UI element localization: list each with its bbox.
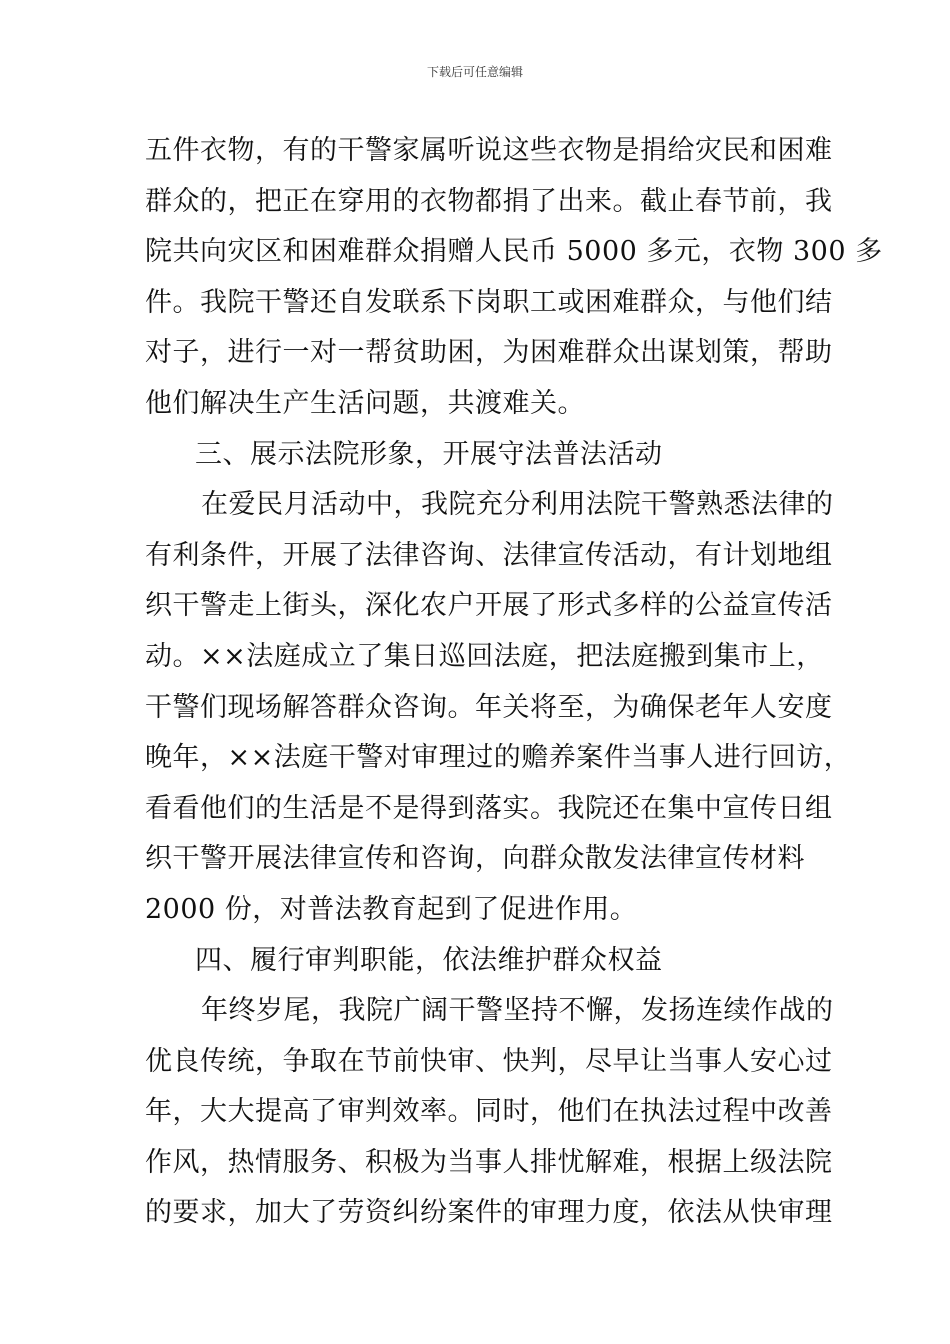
text-line: 院共向灾区和困难群众捐赠人民币 5000 多元，衣物 300 多	[145, 236, 883, 268]
text-line: 年，大大提高了审判效率。同时，他们在执法过程中改善	[145, 1096, 833, 1128]
text-line: 织干警走上街头，深化农户开展了形式多样的公益宣传活	[145, 590, 833, 622]
text-line: 干警们现场解答群众咨询。年关将至，为确保老年人安度	[145, 691, 833, 723]
text-line: 晚年，××法庭干警对审理过的赡养案件当事人进行回访，	[145, 742, 852, 774]
document-body	[145, 126, 883, 1239]
text-line: 看看他们的生活是不是得到落实。我院还在集中宣传日组	[145, 792, 833, 824]
text-line: 在爱民月活动中，我院充分利用法院干警熟悉法律的	[201, 489, 834, 521]
section-heading: 三、展示法院形象，开展守法普法活动	[195, 438, 663, 470]
text-line: 作风，热情服务、积极为当事人排忧解难，根据上级法院	[145, 1146, 833, 1178]
text-line: 对子，进行一对一帮贫助困，为困难群众出谋划策，帮助	[145, 337, 833, 369]
text-line: 动。××法庭成立了集日巡回法庭，把法庭搬到集市上，	[145, 640, 824, 672]
page-header: 下载后可任意编辑	[426, 65, 523, 79]
text-line: 他们解决生产生活问题，共渡难关。	[145, 387, 585, 419]
text-line: 群众的，把正在穿用的衣物都捐了出来。截止春节前，我	[145, 185, 833, 217]
section-heading: 四、履行审判职能，依法维护群众权益	[195, 944, 663, 976]
text-line: 优良传统，争取在节前快审、快判，尽早让当事人安心过	[145, 1045, 833, 1077]
text-line: 2000 份，对普法教育起到了促进作用。	[145, 893, 638, 925]
text-line: 五件衣物，有的干警家属听说这些衣物是捐给灾民和困难	[145, 135, 833, 166]
text-line: 织干警开展法律宣传和咨询，向群众散发法律宣传材料	[145, 843, 805, 875]
text-line: 年终岁尾，我院广阔干警坚持不懈，发扬连续作战的	[201, 995, 834, 1027]
text-line: 件。我院干警还自发联系下岗职工或困难群众，与他们结	[145, 286, 833, 318]
text-line: 有利条件，开展了法律咨询、法律宣传活动，有计划地组	[145, 539, 833, 571]
text-line: 的要求，加大了劳资纠纷案件的审理力度，依法从快审理	[145, 1197, 833, 1229]
